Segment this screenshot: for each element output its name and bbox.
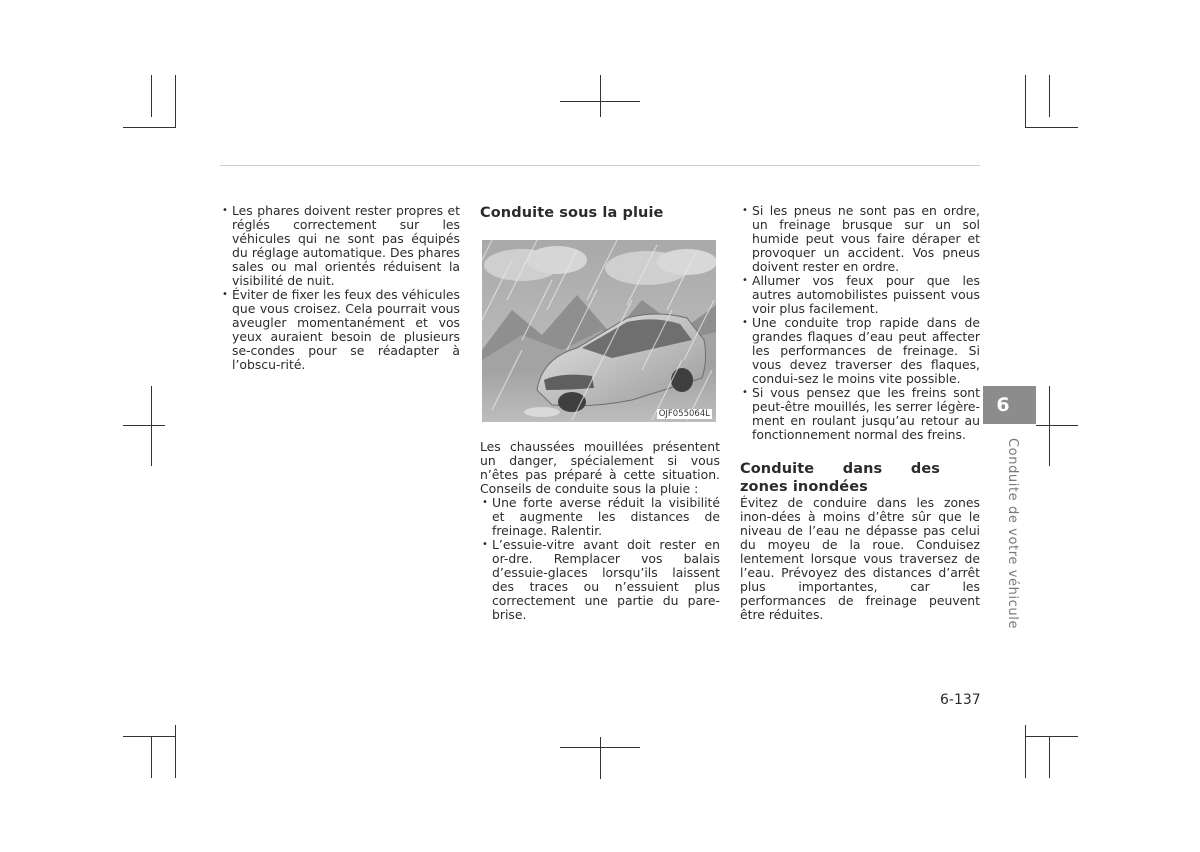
- registration-mark: [560, 101, 640, 102]
- crop-mark: [1025, 736, 1078, 737]
- crop-mark: [175, 75, 176, 128]
- crop-mark: [175, 725, 176, 778]
- column-middle: [480, 204, 720, 622]
- chapter-title-vertical: Conduite de votre véhicule: [1005, 438, 1020, 630]
- registration-mark: [151, 386, 152, 466]
- registration-mark: [1049, 386, 1050, 466]
- bullet-item: • Si vous pensez que les freins sont peut-être mouillés, les serrer légère-ment en roulant jusqu’au retour au fonctionnement normal des freins.: [740, 386, 980, 442]
- illustration-car-in-rain: [482, 240, 716, 422]
- bullet-item: • Une forte averse réduit la visibilité et augmente les distances de freinage. Ralentir.: [480, 496, 720, 538]
- crop-mark: [151, 736, 152, 778]
- crop-mark: [1049, 75, 1050, 117]
- registration-mark: [1036, 425, 1078, 426]
- bullet-item: • Les phares doivent rester propres et réglés correctement sur les véhicules qui ne sont pas équipés du réglage automatique. Des phares sales ou mal orientés réduisent la visibilité de nuit.: [220, 204, 460, 288]
- bullet-item: • Allumer vos feux pour que les autres automobilistes puissent vous voir plus facilement.: [740, 274, 980, 316]
- registration-mark: [600, 737, 601, 779]
- section-heading-rain: Conduite sous la pluie: [480, 205, 664, 221]
- chapter-tab: [983, 386, 1036, 424]
- crop-mark: [1025, 75, 1026, 128]
- bullet-item: • Éviter de fixer les feux des véhicules que vous croisez. Cela pourrait vous aveugler momentanément et vos yeux auraient besoin de plusieurs se-condes pour se réadapter à l’obscu-rité.: [220, 288, 460, 372]
- crop-mark: [123, 127, 176, 128]
- column-right: [740, 204, 980, 622]
- registration-mark: [600, 75, 601, 117]
- crop-mark: [1025, 127, 1078, 128]
- figure-code: OJF055064L: [658, 409, 710, 419]
- registration-mark: [123, 425, 165, 426]
- flooded-paragraph: Évitez de conduire dans les zones inon-dées à moins d’être sûr que le niveau de l’eau ne dépasse pas celui du moyeu de la roue. Conduisez lentement lorsque vous traversez de l’eau. Prévoyez des distances d’arrêt plus importantes, car les performances de freinage peuvent être réduites.: [740, 495, 980, 622]
- crop-mark: [151, 75, 152, 117]
- bullet-item: • Une conduite trop rapide dans de grandes flaques d’eau peut affecter les performances de freinage. Si vous devez traverser des flaques, condui-sez le moins vite possible.: [740, 316, 980, 386]
- intro-paragraph: Les chaussées mouillées présentent un danger, spécialement si vous n’êtes pas préparé à cette situation. Conseils de conduite sous la pluie :: [480, 439, 720, 496]
- column-left: [220, 204, 460, 372]
- bullet-item: • L’essuie-vitre avant doit rester en or-dre. Remplacer vos balais d’essuie-glaces lorsqu’ils laissent des traces ou n’essuient plus correctement une partie du pare-brise.: [480, 538, 720, 622]
- page-number: 6-137: [940, 692, 981, 708]
- crop-mark: [1025, 725, 1026, 778]
- bullet-item: • Si les pneus ne sont pas en ordre, un freinage brusque sur un sol humide peut vous faire déraper et provoquer un accident. Vos pneus doivent rester en ordre.: [740, 204, 980, 274]
- header-rule: [220, 165, 980, 166]
- chapter-number: 6: [996, 394, 1010, 416]
- crop-mark: [1049, 736, 1050, 778]
- crop-mark: [123, 736, 176, 737]
- registration-mark: [560, 747, 640, 748]
- section-heading-flooded: Conduite dans des zones inondées: [740, 461, 940, 495]
